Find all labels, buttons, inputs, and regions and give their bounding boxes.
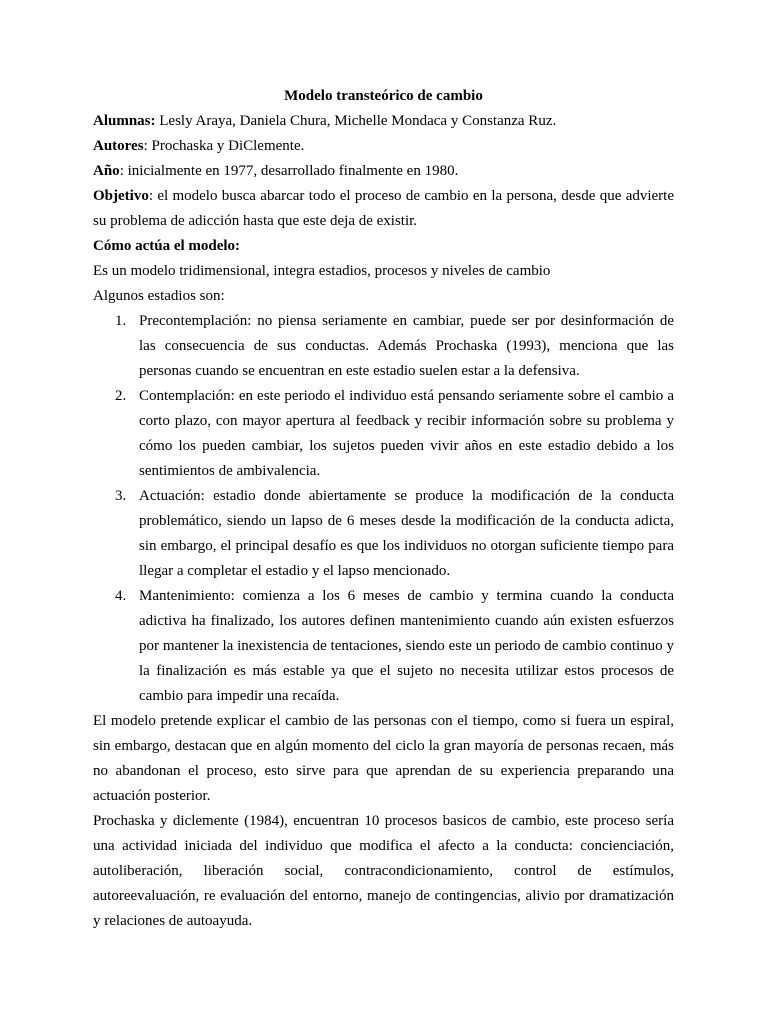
objective-paragraph — [93, 184, 674, 234]
students-label: Alumnas: — [93, 113, 156, 129]
year-value: : inicialmente en 1977, desarrollado finalmente en 1980. — [119, 163, 459, 179]
list-item-text: Mantenimiento: comienza a los 6 meses de cambio y termina cuando la conducta adictiva ha finalizado, los autores definen mantenimiento cuando aún existen esfuerzos por mantener la inexistencia de tentaciones, siendo este un periodo de cambio continuo y la finalización es más estable ya que el sujeto no necesita utilizar estos procesos de cambio para impedir una recaída. — [139, 588, 674, 704]
list-item-number: 2. — [115, 388, 127, 404]
authors-label: Autores — [93, 138, 144, 154]
students-line — [93, 109, 674, 134]
list-item-text: Contemplación: en este periodo el individuo está pensando seriamente sobre el cambio a corto plazo, con mayor apertura al feedback y recibir información sobre su problema y cómo los pueden cambiar, los sujetos pueden vivir años en este estadio debido a los sentimientos de ambivalencia. — [139, 388, 674, 479]
list-item-number: 4. — [115, 588, 127, 604]
how-heading-text: Cómo actúa el modelo: — [93, 238, 241, 254]
how-heading — [93, 234, 674, 259]
stages-intro: Algunos estadios son: — [93, 288, 225, 304]
stages-list — [93, 309, 674, 709]
year-line — [93, 159, 674, 184]
authors-line — [93, 134, 674, 159]
document-title: Modelo transteórico de cambio — [284, 88, 483, 104]
objective-label: Objetivo — [93, 188, 149, 204]
authors-value: : Prochaska y DiClemente. — [143, 138, 305, 154]
list-item-number: 1. — [115, 313, 127, 329]
list-item — [93, 309, 674, 384]
list-item-text: Actuación: estadio donde abiertamente se produce la modificación de la conducta problemático, siendo un lapso de 6 meses desde la modificación de la conducta adicta, sin embargo, el principal desafío es que los individuos no otorgan suficiente tiempo para llegar a completar el estadio y el lapso mencionado. — [139, 488, 674, 579]
list-item — [93, 584, 674, 709]
list-item — [93, 384, 674, 484]
list-item — [93, 484, 674, 584]
intro-line: Es un modelo tridimensional, integra estadios, procesos y niveles de cambio — [93, 263, 551, 279]
list-item-number: 3. — [115, 488, 127, 504]
spiral-paragraph: El modelo pretende explicar el cambio de las personas con el tiempo, como si fuera un espiral, sin embargo, destacan que en algún momento del ciclo la gran mayoría de personas recaen, más no abandonan el proceso, esto sirve para que aprendan de su experiencia preparando una actuación posterior. — [93, 713, 674, 804]
list-item-text: Precontemplación: no piensa seriamente en cambiar, puede ser por desinformación de las consecuencia de sus conductas. Además Prochaska (1993), menciona que las personas cuando se encuentran en este estadio suelen estar a la defensiva. — [139, 313, 674, 379]
objective-value: : el modelo busca abarcar todo el proceso de cambio en la persona, desde que advierte su problema de adicción hasta que este deja de existir. — [93, 188, 674, 229]
year-label: Año — [93, 163, 120, 179]
students-value: Lesly Araya, Daniela Chura, Michelle Mondaca y Constanza Ruz. — [155, 113, 557, 129]
processes-paragraph: Prochaska y diclemente (1984), encuentran 10 procesos basicos de cambio, este proceso sería una actividad iniciada del individuo que modifica el afecto a la conducta: concienciación, autoliberación, liberación social, contracondicionamiento, control de estímulos, autoreevaluación, re evaluación del entorno, manejo de contingencias, alivio por dramatización y relaciones de autoayuda. — [93, 813, 674, 929]
